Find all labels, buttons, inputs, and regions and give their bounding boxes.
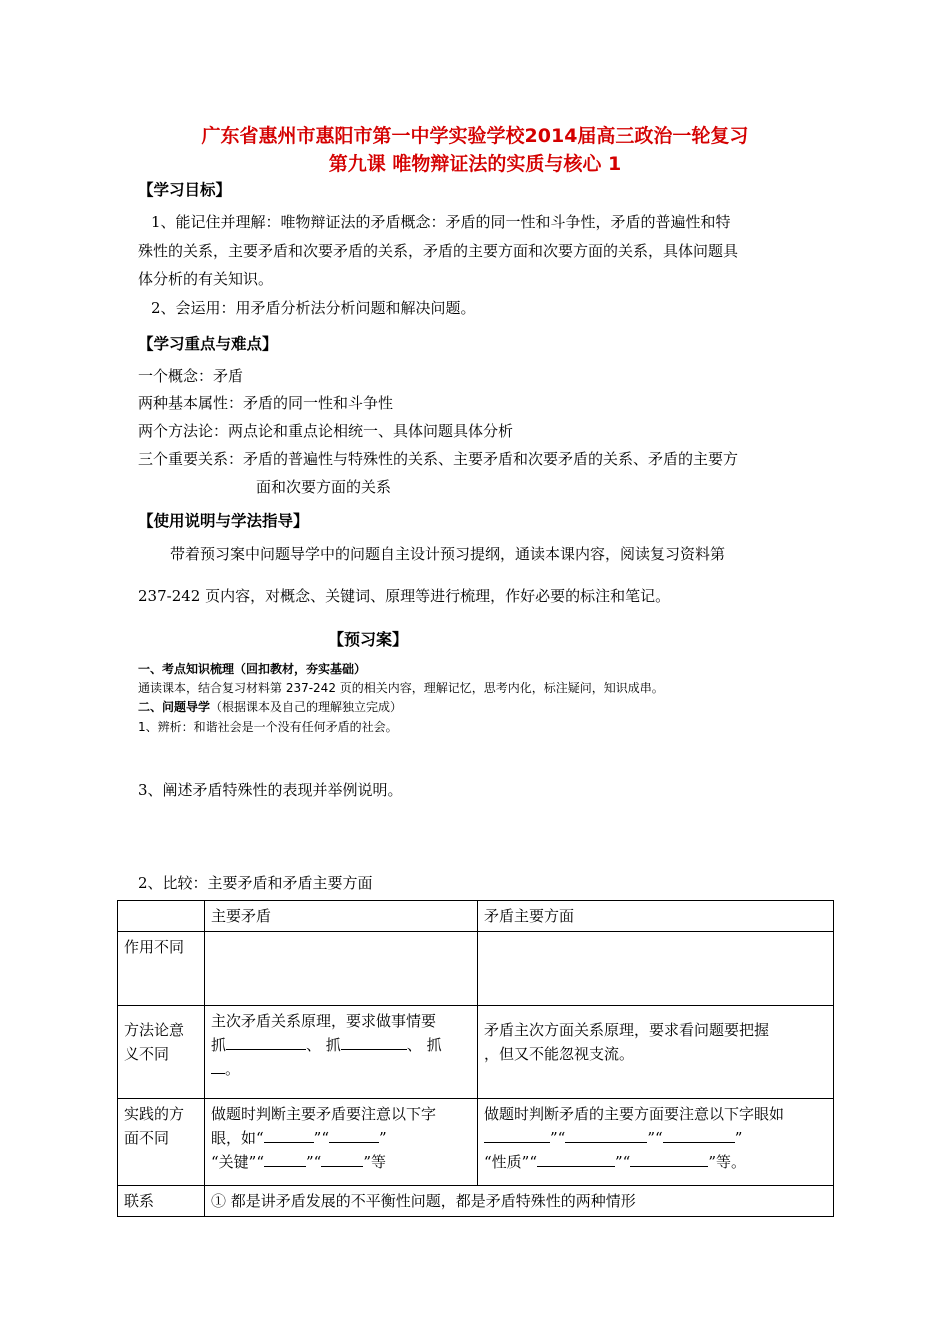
methodology-a-line2 [211, 1033, 471, 1057]
table-row [118, 932, 834, 1006]
practice-b-text3: ” [734, 1129, 743, 1147]
practice-a-line2 [211, 1126, 471, 1150]
table-row [118, 1006, 834, 1099]
column-header-principal-aspect: 矛盾主要方面 [478, 901, 834, 932]
practice-b-text6: ”等。 [708, 1153, 747, 1171]
methodology-a-text3: 、 抓 [406, 1036, 442, 1054]
table-corner-cell [118, 901, 205, 932]
practice-a-text3: ” [379, 1129, 387, 1147]
fill-blank[interactable] [630, 1152, 708, 1167]
question-3: 3、阐述矛盾特殊性的表现并举例说明。 [138, 781, 403, 799]
fill-blank[interactable] [537, 1152, 615, 1167]
practice-b-text5: ”“ [615, 1153, 631, 1171]
table-row [118, 1186, 834, 1217]
fill-blank[interactable] [321, 1152, 363, 1167]
document-title-line2: 第九课 唯物辩证法的实质与核心 1 [328, 153, 622, 175]
practice-a-text2: ”“ [313, 1129, 330, 1147]
row-label-function: 作用不同 [118, 932, 205, 1006]
row-label-connection: 联系 [118, 1186, 205, 1217]
practice-cell-b [478, 1099, 834, 1186]
preview-header: 【预习案】 [328, 630, 409, 649]
practice-a-text4: “关键”“ [211, 1153, 265, 1171]
goals-p1-line3: 体分析的有关知识。 [138, 270, 274, 288]
goals-header: 【学习目标】 [138, 181, 232, 199]
fill-blank[interactable] [565, 1128, 647, 1143]
row-label-methodology: 方法论意义不同 [118, 1006, 205, 1099]
focus-line3: 两个方法论：两点论和重点论相统一、具体问题具体分析 [138, 422, 514, 440]
practice-b-text4: “性质”“ [484, 1153, 538, 1171]
practice-a-text1: 眼，如“ [211, 1129, 264, 1147]
focus-line2: 两种基本属性：矛盾的同一性和斗争性 [138, 394, 394, 412]
focus-line4a: 三个重要关系：矛盾的普遍性与特殊性的关系、主要矛盾和次要矛盾的关系、矛盾的主要方 [138, 450, 739, 468]
methodology-b-line2: ，但又不能忽视支流。 [484, 1045, 635, 1063]
fill-blank[interactable] [211, 1059, 225, 1074]
question-2: 2、比较：主要矛盾和矛盾主要方面 [138, 874, 373, 892]
fill-blank[interactable] [663, 1128, 735, 1143]
practice-a-line3 [211, 1150, 471, 1174]
methodology-a-text2: 、 抓 [306, 1036, 341, 1054]
methodology-cell-a [205, 1006, 478, 1099]
fill-blank[interactable] [341, 1035, 407, 1050]
goals-p1-line1: 1、能记住并理解：唯物辩证法的矛盾概念：矛盾的同一性和斗争性，矛盾的普遍性和特 [151, 213, 731, 231]
practice-a-line1: 做题时判断主要矛盾要注意以下字 [211, 1105, 437, 1123]
usage-header: 【使用说明与学法指导】 [138, 512, 309, 530]
methodology-b-line1: 矛盾主次方面关系原理，要求看问题要把握 [484, 1021, 770, 1039]
fill-blank[interactable] [226, 1035, 306, 1050]
practice-b-line3 [484, 1150, 827, 1174]
methodology-cell-b [478, 1006, 834, 1099]
preview-section2-title: 二、问题导学 [138, 700, 211, 714]
practice-b-text1: ”“ [550, 1129, 566, 1147]
practice-cell-a [205, 1099, 478, 1186]
comparison-table [117, 900, 834, 1217]
answer-cell-function-b[interactable] [478, 932, 834, 1006]
answer-cell-function-a[interactable] [205, 932, 478, 1006]
methodology-a-text4: 。 [225, 1060, 241, 1078]
practice-b-text2: ”“ [647, 1129, 663, 1147]
practice-b-line2 [484, 1126, 827, 1150]
question-1: 1、辨析：和谐社会是一个没有任何矛盾的社会。 [138, 720, 398, 734]
fill-blank[interactable] [264, 1128, 314, 1143]
goals-p1-line2: 殊性的关系，主要矛盾和次要矛盾的关系，矛盾的主要方面和次要方面的关系，具体问题具 [138, 242, 739, 260]
practice-a-text5: ”“ [306, 1153, 322, 1171]
preview-section1-text: 通读课本，结合复习材料第 237-242 页的相关内容，理解记忆，思考内化，标注疑问，知识成串。 [138, 681, 664, 695]
focus-line1: 一个概念：矛盾 [138, 367, 244, 385]
focus-line4b: 面和次要方面的关系 [256, 478, 392, 496]
document-title-line1: 广东省惠州市惠阳市第一中学实验学校2014届高三政治一轮复习 [201, 125, 749, 147]
focus-header: 【学习重点与难点】 [138, 335, 278, 353]
connection-cell: ① 都是讲矛盾发展的不平衡性问题，都是矛盾特殊性的两种情形 [205, 1186, 834, 1217]
practice-b-line1: 做题时判断矛盾的主要方面要注意以下字眼如 [484, 1105, 785, 1123]
preview-section1-title: 一、考点知识梳理（回扣教材，夯实基础） [138, 662, 367, 676]
preview-section2-heading [138, 698, 402, 715]
table-header-row [118, 901, 834, 932]
practice-a-text6: ”等 [363, 1153, 387, 1171]
preview-section2-note: （根据课本及自己的理解独立完成） [210, 700, 403, 714]
methodology-a-text1: 抓 [211, 1036, 227, 1054]
usage-line1: 带着预习案中问题导学中的问题自主设计预习提纲，通读本课内容，阅读复习资料第 [170, 545, 726, 563]
fill-blank[interactable] [329, 1128, 379, 1143]
table-row [118, 1099, 834, 1186]
methodology-a-line3 [211, 1057, 471, 1081]
methodology-a-line1: 主次矛盾关系原理，要求做事情要 [211, 1012, 437, 1030]
fill-blank[interactable] [264, 1152, 306, 1167]
column-header-main-contradiction: 主要矛盾 [205, 901, 478, 932]
row-label-practice: 实践的方面不同 [118, 1099, 205, 1186]
usage-line2: 237-242 页内容，对概念、关键词、原理等进行梳理，作好必要的标注和笔记。 [138, 587, 671, 605]
fill-blank[interactable] [484, 1128, 550, 1143]
goals-p2: 2、会运用：用矛盾分析法分析问题和解决问题。 [151, 299, 476, 317]
